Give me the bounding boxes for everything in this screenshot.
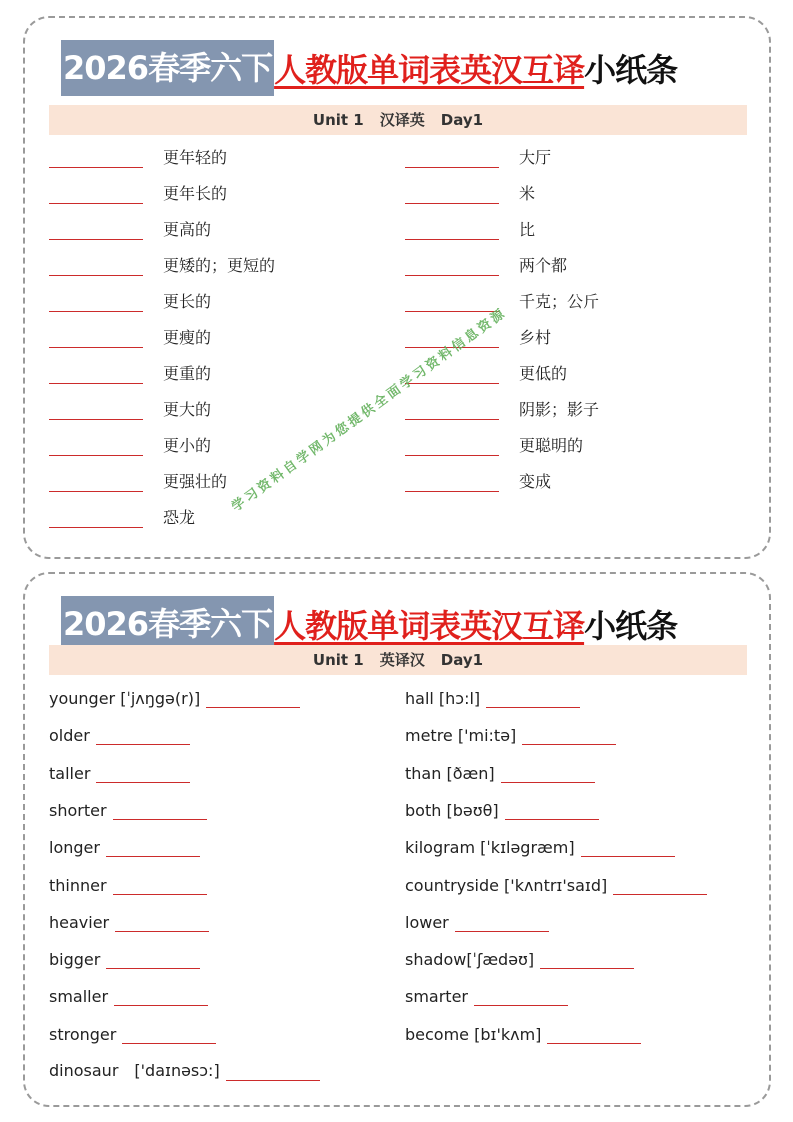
word-text: become [bɪ'kʌm] <box>405 1024 542 1044</box>
answer-blank[interactable] <box>522 724 616 745</box>
word-text: taller <box>49 763 91 783</box>
word-text: 千克；公斤 <box>519 292 600 311</box>
worksheet-card-english-to-chinese <box>23 572 771 1107</box>
word-row <box>49 910 209 932</box>
word-row <box>49 506 195 528</box>
section-mode: 汉译英 <box>379 111 425 129</box>
word-row <box>405 873 707 895</box>
word-row <box>49 723 190 745</box>
word-text: 更高的 <box>163 220 212 239</box>
word-text: 比 <box>519 220 536 239</box>
word-text: 更强壮的 <box>163 472 228 491</box>
answer-blank[interactable] <box>49 471 143 492</box>
word-text: 更长的 <box>163 292 212 311</box>
answer-blank[interactable] <box>226 1060 320 1081</box>
answer-blank[interactable] <box>405 399 499 420</box>
word-row <box>405 910 549 932</box>
word-row <box>49 1022 216 1044</box>
word-row <box>405 398 599 420</box>
word-text: 更聪明的 <box>519 436 584 455</box>
word-row <box>49 761 190 783</box>
word-row <box>49 798 207 820</box>
word-text: 更瘦的 <box>163 328 212 347</box>
word-text: both [bəʊθ] <box>405 800 499 820</box>
section-day: Day1 <box>440 651 484 669</box>
answer-blank[interactable] <box>405 147 499 168</box>
word-text: 米 <box>519 184 536 203</box>
word-text: hall [hɔ:l] <box>405 689 481 708</box>
answer-blank[interactable] <box>405 291 499 312</box>
section-header <box>49 645 747 675</box>
word-row <box>405 723 616 745</box>
word-text: countryside ['kʌntrɪ'saɪd] <box>405 875 608 895</box>
word-text: heavier <box>49 912 110 932</box>
word-row <box>49 984 208 1006</box>
answer-blank[interactable] <box>49 291 143 312</box>
word-text: 乡村 <box>519 328 552 347</box>
title-suffix: 小纸条 <box>584 607 678 645</box>
word-text: 更小的 <box>163 436 212 455</box>
word-row <box>49 254 275 276</box>
word-row <box>49 835 200 857</box>
word-text: metre ['mi:tə] <box>405 726 517 746</box>
word-text: 变成 <box>519 472 552 491</box>
word-row <box>49 326 211 348</box>
watermark-text: 学习资料自学网为您提供全面学习资料信息资源 <box>229 305 510 515</box>
answer-blank[interactable] <box>405 183 499 204</box>
section-day: Day1 <box>440 111 484 129</box>
word-row <box>405 182 535 204</box>
section-unit: Unit 1 <box>312 111 364 129</box>
word-text: shadow[ˈʃædəʊ] <box>405 950 535 970</box>
answer-blank[interactable] <box>405 471 499 492</box>
answer-blank[interactable] <box>547 1023 641 1044</box>
word-row <box>405 254 567 276</box>
answer-blank[interactable] <box>114 985 208 1006</box>
word-text: shorter <box>49 800 107 820</box>
word-text: than [ðæn] <box>405 763 495 783</box>
worksheet-card-chinese-to-english <box>23 16 771 559</box>
worksheet-title <box>61 40 677 96</box>
title-year-grade: 2026春季六下 <box>61 40 274 96</box>
answer-blank[interactable] <box>113 799 207 820</box>
word-text: older <box>49 726 90 746</box>
word-row <box>49 686 300 708</box>
answer-blank[interactable] <box>501 762 595 783</box>
word-text: smaller <box>49 987 109 1007</box>
word-row <box>405 798 599 820</box>
title-suffix: 小纸条 <box>584 51 678 89</box>
word-row <box>49 362 211 384</box>
section-unit: Unit 1 <box>312 651 364 669</box>
word-text: 更大的 <box>163 400 212 419</box>
title-year-grade: 2026春季六下 <box>61 596 274 652</box>
word-row <box>49 398 211 420</box>
word-row <box>405 218 535 240</box>
answer-blank[interactable] <box>405 255 499 276</box>
word-row <box>49 290 211 312</box>
word-text: thinner <box>49 875 107 895</box>
word-text: 更年长的 <box>163 184 228 203</box>
answer-blank[interactable] <box>405 219 499 240</box>
answer-blank[interactable] <box>106 948 200 969</box>
answer-blank[interactable] <box>505 799 599 820</box>
word-row <box>49 947 200 969</box>
answer-blank[interactable] <box>49 219 143 240</box>
answer-blank[interactable] <box>113 874 207 895</box>
answer-blank[interactable] <box>49 183 143 204</box>
word-row <box>49 873 207 895</box>
word-text: 更重的 <box>163 364 212 383</box>
word-row <box>405 984 568 1006</box>
answer-blank[interactable] <box>49 363 143 384</box>
section-header <box>49 105 747 135</box>
word-row <box>405 947 634 969</box>
word-row <box>405 1022 641 1044</box>
word-row <box>49 146 227 168</box>
word-text: 大厅 <box>519 148 552 167</box>
word-text: 更年轻的 <box>163 148 228 167</box>
answer-blank[interactable] <box>49 507 143 528</box>
answer-blank[interactable] <box>405 435 499 456</box>
word-text: 两个都 <box>519 256 568 275</box>
word-text: lower <box>405 912 449 932</box>
answer-blank[interactable] <box>540 948 634 969</box>
word-text: longer <box>49 838 100 858</box>
answer-blank[interactable] <box>96 724 190 745</box>
word-row <box>49 1059 320 1081</box>
answer-blank[interactable] <box>49 399 143 420</box>
answer-blank[interactable] <box>206 687 300 708</box>
word-text: 阴影；影子 <box>519 400 600 419</box>
word-row <box>405 835 675 857</box>
word-row <box>405 146 551 168</box>
answer-blank[interactable] <box>49 327 143 348</box>
answer-blank[interactable] <box>474 985 568 1006</box>
word-row <box>49 218 211 240</box>
word-text: dinosaur ['daɪnəsɔ:] <box>49 1061 220 1080</box>
word-text: bigger <box>49 950 101 970</box>
word-row <box>405 434 583 456</box>
answer-blank[interactable] <box>49 435 143 456</box>
worksheet-title <box>61 596 677 652</box>
answer-blank[interactable] <box>486 687 580 708</box>
word-text: younger [ˈjʌŋgə(r)] <box>49 689 201 708</box>
word-row <box>405 686 580 708</box>
word-row <box>49 182 227 204</box>
answer-blank[interactable] <box>96 762 190 783</box>
title-edition: 人教版单词表英汉互译 <box>274 51 585 89</box>
word-row <box>49 470 227 492</box>
answer-blank[interactable] <box>115 911 209 932</box>
word-row <box>405 761 595 783</box>
answer-blank[interactable] <box>122 1023 216 1044</box>
answer-blank[interactable] <box>49 147 143 168</box>
word-text: stronger <box>49 1024 117 1044</box>
answer-blank[interactable] <box>581 836 675 857</box>
word-text: kilogram [ˈkɪləgræm] <box>405 838 575 858</box>
word-row <box>405 470 551 492</box>
answer-blank[interactable] <box>49 255 143 276</box>
word-text: smarter <box>405 987 468 1007</box>
title-edition: 人教版单词表英汉互译 <box>274 607 585 645</box>
answer-blank[interactable] <box>613 874 707 895</box>
word-text: 恐龙 <box>163 508 196 527</box>
word-text: 更低的 <box>519 364 568 383</box>
word-text: 更矮的；更短的 <box>163 256 276 275</box>
answer-blank[interactable] <box>455 911 549 932</box>
word-row <box>49 434 211 456</box>
section-mode: 英译汉 <box>379 651 425 669</box>
answer-blank[interactable] <box>106 836 200 857</box>
